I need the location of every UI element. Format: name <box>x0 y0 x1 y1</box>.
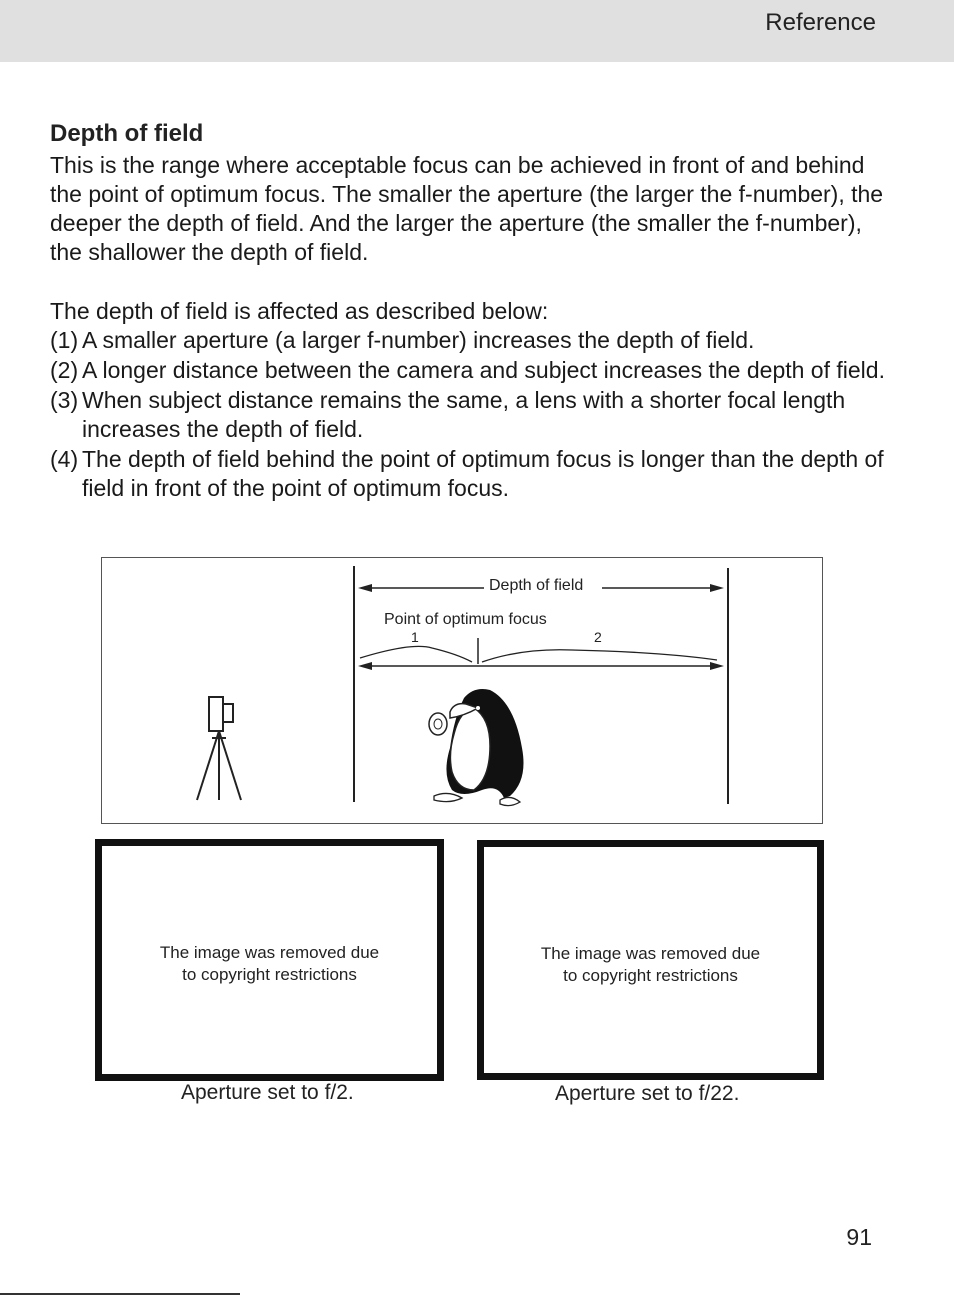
rules-list <box>50 326 890 504</box>
list-item <box>50 326 890 355</box>
list-item-number: (1) <box>50 327 79 353</box>
list-item-text: A longer distance between the camera and subject increases the depth of field. <box>82 357 885 383</box>
list-item-number: (4) <box>50 446 79 472</box>
placeholder-text: The image was removed due to copyright restrictions <box>540 944 761 985</box>
list-item <box>50 386 890 444</box>
header-band <box>0 0 954 62</box>
diagram-drawing <box>102 558 822 823</box>
optimum-focus-label: Point of optimum focus <box>384 611 547 628</box>
intro-paragraph: This is the range where acceptable focus can be achieved in front of and behind the point of optimum focus. The smaller the aperture (the larger the f-number), the deeper the depth of field. And the larger the aperture (the smaller the f-number), the shallower the depth of field. <box>50 152 884 265</box>
list-item-text: When subject distance remains the same, a lens with a shorter focal length increases the depth of field. <box>82 387 846 442</box>
list-item <box>50 356 890 385</box>
dof-arrowhead-left <box>358 584 372 592</box>
bottom-rule <box>0 1293 240 1295</box>
photo-placeholder-f22 <box>477 840 824 1080</box>
page-number: 91 <box>846 1224 872 1250</box>
range-arrowhead-right <box>710 662 724 670</box>
marker-1-label: 1 <box>411 629 419 645</box>
far-focus-curve <box>482 650 717 662</box>
camera-tripod-icon <box>197 697 241 800</box>
placeholder-text: The image was removed due to copyright restrictions <box>159 943 380 984</box>
penguin-icon <box>429 689 524 806</box>
caption-f22: Aperture set to f/22. <box>555 1082 740 1105</box>
dof-arrowhead-right <box>710 584 724 592</box>
photo-placeholder-f2 <box>95 839 444 1081</box>
list-item-number: (2) <box>50 357 79 383</box>
lead-sentence: The depth of field is affected as described below: <box>50 298 549 324</box>
list-item <box>50 445 890 503</box>
list-item-number: (3) <box>50 387 79 413</box>
list-item-text: The depth of field behind the point of optimum focus is longer than the depth of field in front of the point of optimum focus. <box>82 446 884 501</box>
section-header: Reference <box>765 9 876 36</box>
marker-2-label: 2 <box>594 629 602 645</box>
range-arrowhead-left <box>358 662 372 670</box>
section-title: Depth of field <box>50 120 204 147</box>
near-focus-curve <box>360 646 472 662</box>
list-item-text: A smaller aperture (a larger f-number) increases the depth of field. <box>82 327 755 353</box>
dof-label: Depth of field <box>486 577 586 595</box>
depth-of-field-diagram <box>101 557 823 824</box>
caption-f2: Aperture set to f/2. <box>181 1081 354 1104</box>
